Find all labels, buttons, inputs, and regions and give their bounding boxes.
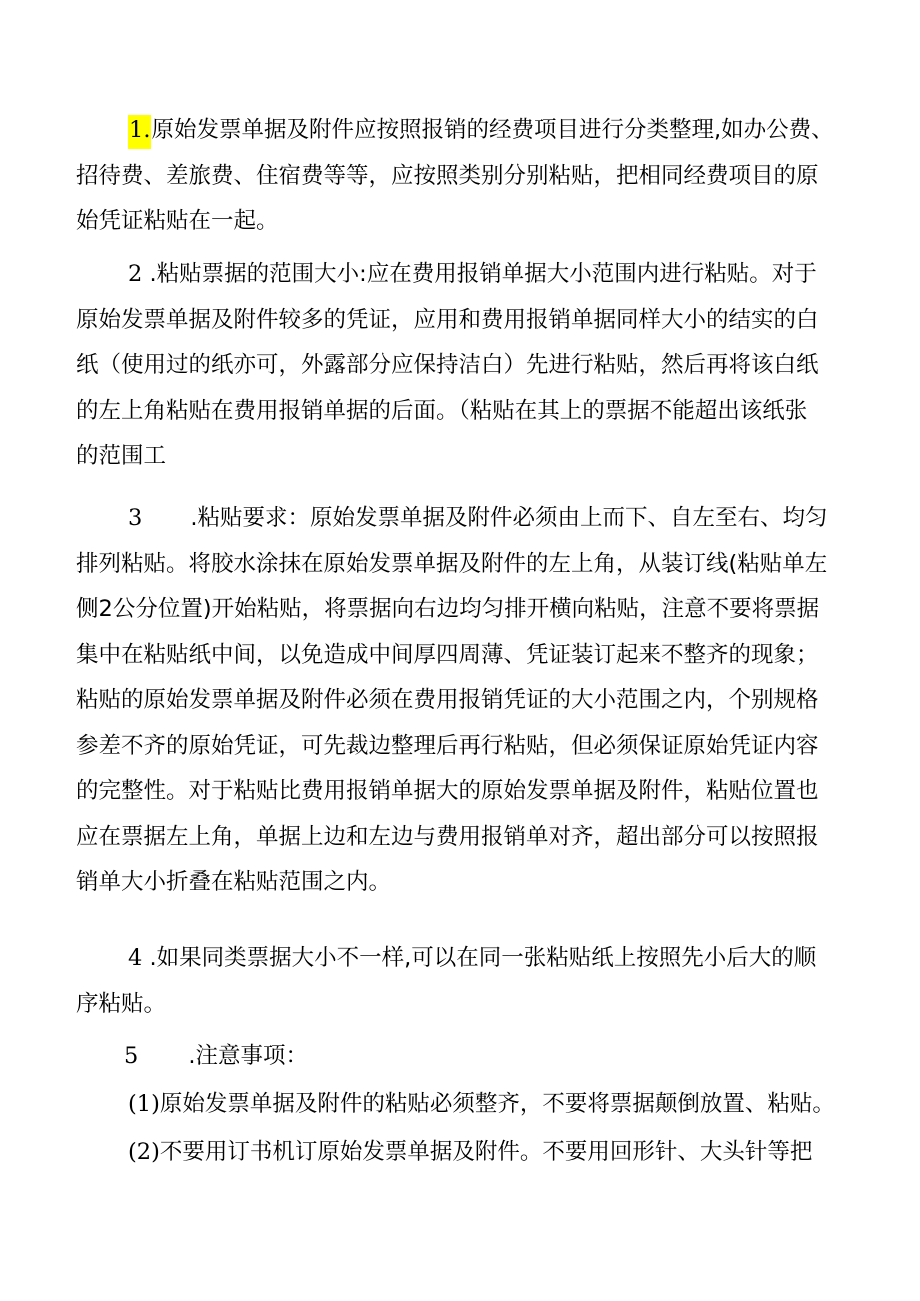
paragraph-3-line: 集中在粘贴纸中间，以免造成中间厚四周薄、凭证装订起来不整齐的现象； — [76, 641, 819, 668]
paragraph-2-line: 原始发票单据及附件较多的凭证，应用和费用报销单据同样大小的结实的白 — [76, 306, 819, 333]
list-item-line: (1)原始发票单据及附件的粘贴必须整齐，不要将票据颠倒放置、粘贴。 — [128, 1091, 835, 1117]
item-number: (2) — [128, 1139, 160, 1165]
paragraph-3-line: 销单大小折叠在粘贴范围之内。 — [76, 869, 392, 895]
paragraph-4 — [76, 936, 846, 1027]
paragraph-1 — [76, 108, 846, 245]
paragraph-2-line: 的左上角粘贴在费用报销单据的后面。（粘贴在其上的票据不能超出该纸张 — [76, 397, 808, 424]
paragraph-number: 5 — [124, 1043, 139, 1069]
paragraph-number: 3 — [128, 505, 143, 531]
paragraph-3-line: 的完整性。对于粘贴比费用报销单据大的原始发票单据及附件，粘贴位置也 — [76, 778, 819, 804]
highlighted-number: 1. — [128, 115, 151, 149]
paragraph-3-line: 3 .粘贴要求：原始发票单据及附件必须由上而下、自左至右、均匀 — [128, 505, 828, 531]
list-item-line: (2)不要用订书机订原始发票单据及附件。不要用回形针、大头针等把 — [128, 1139, 813, 1165]
paragraph-2-line: 的范围工 — [76, 443, 167, 469]
paragraph-3-line: 侧2公分位置)开始粘贴，将票据向右边均匀排开横向粘贴，注意不要将票据 — [76, 596, 820, 622]
paragraph-1-line: 1.原始发票单据及附件应按照报销的经费项目进行分类整理,如办公费、 — [76, 108, 846, 154]
list-item — [76, 1082, 846, 1128]
paragraph-number: 2 — [128, 261, 143, 287]
paragraph-2-line: 2 .粘贴票据的范围大小:应在费用报销单据大小范围内进行粘贴。对于 — [128, 261, 817, 287]
paragraph-4-line: 4 .如果同类票据大小不一样,可以在同一张粘贴纸上按照先小后大的顺 — [128, 945, 817, 971]
paragraph-number: 4 — [128, 945, 143, 971]
paragraph-2 — [76, 252, 846, 480]
list-item — [76, 1130, 846, 1176]
paragraph-3-line: 参差不齐的原始凭证，可先裁边整理后再行粘贴，但必须保证原始凭证内容 — [76, 732, 819, 759]
paragraph-1-line: 招待费、差旅费、住宿费等等，应按照类别分别粘贴，把相同经费项目的原 — [76, 162, 819, 189]
paragraph-3-line: 排列粘贴。将胶水涂抹在原始发票单据及附件的左上角，从装订线(粘贴单左 — [76, 550, 828, 577]
paragraph-3-line: 应在票据左上角，单据上边和左边与费用报销单对齐，超出部分可以按照报 — [76, 823, 819, 850]
paragraph-3 — [76, 496, 846, 906]
paragraph-2-line: 纸（使用过的纸亦可，外露部分应保持洁白）先进行粘贴，然后再将该白纸 — [76, 352, 819, 378]
paragraph-4-line: 序粘贴。 — [76, 990, 167, 1017]
paragraph-5 — [76, 1034, 846, 1080]
paragraph-5-line: 5 .注意事项： — [124, 1043, 308, 1069]
paragraph-3-line: 粘贴的原始发票单据及附件必须在费用报销凭证的大小范围之内，个别规格 — [76, 687, 819, 713]
paragraph-1-line: 始凭证粘贴在一起。 — [76, 208, 279, 234]
item-number: (1) — [128, 1091, 160, 1117]
